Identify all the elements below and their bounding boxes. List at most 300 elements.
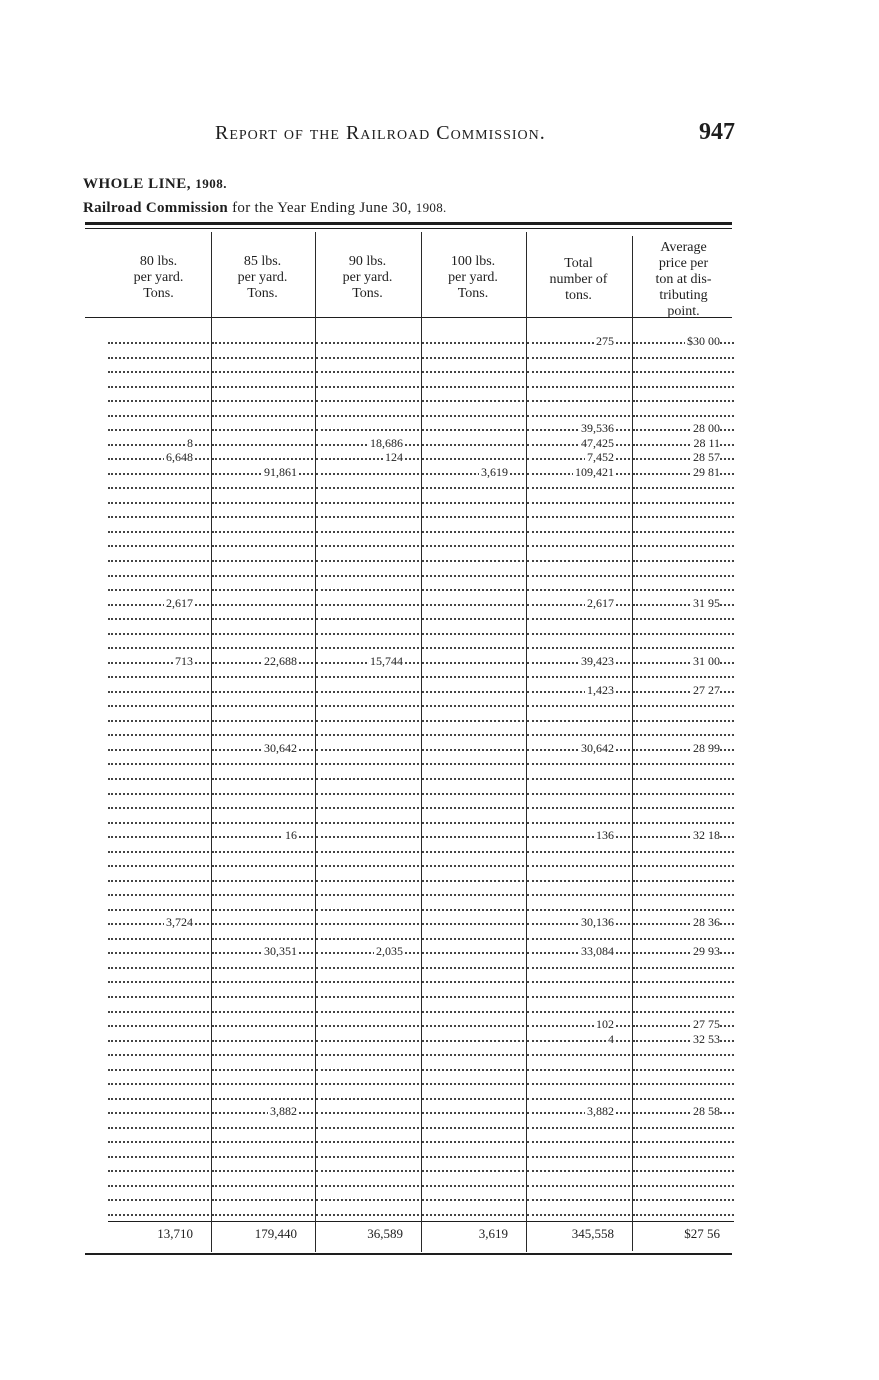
leader-dots bbox=[422, 589, 524, 591]
leader-dots bbox=[633, 938, 734, 940]
leader-dots bbox=[108, 778, 209, 780]
leader-dots bbox=[422, 357, 524, 359]
leader-dots bbox=[108, 473, 209, 475]
leader-dots bbox=[422, 1112, 524, 1114]
leader-dots bbox=[108, 1127, 209, 1129]
leader-dots bbox=[108, 981, 209, 983]
leader-dots bbox=[212, 676, 313, 678]
leader-dots bbox=[108, 923, 209, 925]
column-header-line: per yard. bbox=[448, 270, 498, 285]
leader-dots bbox=[527, 720, 630, 722]
table-caption-bold: Railroad Commission bbox=[83, 200, 229, 216]
leader-dots bbox=[212, 734, 313, 736]
leader-dots bbox=[316, 1083, 419, 1085]
leader-dots bbox=[316, 386, 419, 388]
table-cell: 6,648 bbox=[166, 450, 193, 465]
leader-dots bbox=[316, 400, 419, 402]
column-header-line: per yard. bbox=[342, 270, 393, 285]
leader-dots bbox=[108, 444, 209, 446]
leader-dots bbox=[108, 734, 209, 736]
leader-dots bbox=[422, 1040, 524, 1042]
leader-dots bbox=[316, 633, 419, 635]
leader-dots bbox=[633, 1083, 734, 1085]
leader-dots bbox=[316, 763, 419, 765]
table-cell: 3,882 bbox=[587, 1104, 614, 1119]
leader-dots bbox=[108, 836, 209, 838]
leader-dots bbox=[422, 822, 524, 824]
leader-dots bbox=[316, 1011, 419, 1013]
leader-dots bbox=[527, 1054, 630, 1056]
column-header-line: Average bbox=[660, 240, 707, 255]
leader-dots bbox=[633, 1069, 734, 1071]
leader-dots bbox=[633, 400, 734, 402]
leader-dots bbox=[422, 1083, 524, 1085]
leader-dots bbox=[108, 1069, 209, 1071]
leader-dots bbox=[108, 851, 209, 853]
column-header-line: Tons. bbox=[247, 286, 278, 301]
leader-dots bbox=[212, 923, 313, 925]
leader-dots bbox=[422, 836, 524, 838]
leader-dots bbox=[316, 894, 419, 896]
leader-dots bbox=[527, 836, 630, 838]
column-header bbox=[314, 254, 421, 302]
leader-dots bbox=[422, 996, 524, 998]
leader-dots bbox=[422, 545, 524, 547]
leader-dots bbox=[108, 1025, 209, 1027]
table-cell: 2,617 bbox=[166, 595, 193, 610]
leader-dots bbox=[527, 938, 630, 940]
leader-dots bbox=[527, 604, 630, 606]
leader-dots bbox=[316, 1199, 419, 1201]
leader-dots bbox=[108, 894, 209, 896]
column-header bbox=[525, 256, 632, 304]
table-cell: 27 75 bbox=[693, 1017, 720, 1032]
leader-dots bbox=[316, 415, 419, 417]
leader-dots bbox=[422, 516, 524, 518]
leader-dots bbox=[527, 487, 630, 489]
column-header bbox=[210, 254, 315, 302]
table-caption-text: for the Year Ending June 30, bbox=[232, 200, 412, 216]
leader-dots bbox=[422, 502, 524, 504]
column-header-line: price per bbox=[658, 256, 709, 271]
leader-dots bbox=[633, 981, 734, 983]
leader-dots bbox=[633, 1098, 734, 1100]
leader-dots bbox=[527, 851, 630, 853]
leader-dots bbox=[108, 487, 209, 489]
leader-dots bbox=[527, 633, 630, 635]
leader-dots bbox=[316, 691, 419, 693]
leader-dots bbox=[527, 545, 630, 547]
leader-dots bbox=[212, 560, 313, 562]
leader-dots bbox=[633, 502, 734, 504]
leader-dots bbox=[316, 981, 419, 983]
leader-dots bbox=[633, 633, 734, 635]
table-cell: $30 00 bbox=[687, 334, 720, 348]
leader-dots bbox=[212, 575, 313, 577]
leader-dots bbox=[527, 647, 630, 649]
leader-dots bbox=[422, 691, 524, 693]
leader-dots bbox=[527, 386, 630, 388]
leader-dots bbox=[633, 894, 734, 896]
leader-dots bbox=[422, 1185, 524, 1187]
table-cell: 124 bbox=[385, 450, 403, 465]
leader-dots bbox=[527, 1011, 630, 1013]
leader-dots bbox=[316, 1040, 419, 1042]
leader-dots bbox=[212, 545, 313, 547]
leader-dots bbox=[633, 1011, 734, 1013]
leader-dots bbox=[212, 357, 313, 359]
leader-dots bbox=[108, 545, 209, 547]
leader-dots bbox=[108, 952, 209, 954]
leader-dots bbox=[108, 763, 209, 765]
column-header-line: per yard. bbox=[237, 270, 288, 285]
leader-dots bbox=[316, 531, 419, 533]
leader-dots bbox=[108, 633, 209, 635]
leader-dots bbox=[633, 1127, 734, 1129]
leader-dots bbox=[212, 502, 313, 504]
leader-dots bbox=[422, 487, 524, 489]
leader-dots bbox=[316, 589, 419, 591]
leader-dots bbox=[633, 1185, 734, 1187]
leader-dots bbox=[633, 778, 734, 780]
leader-dots bbox=[527, 618, 630, 620]
leader-dots bbox=[527, 909, 630, 911]
leader-dots bbox=[316, 429, 419, 431]
leader-dots bbox=[422, 749, 524, 751]
column-header-line: per yard. bbox=[133, 270, 184, 285]
leader-dots bbox=[527, 1127, 630, 1129]
leader-dots bbox=[212, 444, 313, 446]
top-rule-thick bbox=[85, 222, 732, 225]
leader-dots bbox=[316, 880, 419, 882]
leader-dots bbox=[527, 865, 630, 867]
leader-dots bbox=[422, 1214, 524, 1216]
leader-dots bbox=[316, 1112, 419, 1114]
total-cell: 13,710 bbox=[157, 1226, 193, 1241]
running-head-title: Report of the Railroad Commission. bbox=[215, 122, 546, 144]
column-header-line: Total bbox=[564, 256, 593, 271]
leader-dots bbox=[316, 502, 419, 504]
leader-dots bbox=[633, 545, 734, 547]
column-header-line: number of bbox=[549, 272, 608, 287]
leader-dots bbox=[527, 705, 630, 707]
column-header-line: 100 lbs. bbox=[450, 254, 496, 269]
leader-dots bbox=[316, 938, 419, 940]
leader-dots bbox=[422, 880, 524, 882]
leader-dots bbox=[108, 1141, 209, 1143]
leader-dots bbox=[108, 458, 209, 460]
table-cell: 39,536 bbox=[581, 421, 614, 436]
leader-dots bbox=[316, 923, 419, 925]
leader-dots bbox=[316, 357, 419, 359]
leader-dots bbox=[422, 1011, 524, 1013]
leader-dots bbox=[316, 545, 419, 547]
leader-dots bbox=[316, 749, 419, 751]
leader-dots bbox=[212, 763, 313, 765]
leader-dots bbox=[108, 865, 209, 867]
leader-dots bbox=[316, 1054, 419, 1056]
leader-dots bbox=[212, 851, 313, 853]
leader-dots bbox=[633, 371, 734, 373]
leader-dots bbox=[212, 1199, 313, 1201]
table-cell: 91,861 bbox=[264, 464, 297, 479]
leader-dots bbox=[316, 865, 419, 867]
table-cell: 32 53 bbox=[693, 1031, 720, 1046]
leader-dots bbox=[527, 1141, 630, 1143]
leader-dots bbox=[108, 1185, 209, 1187]
leader-dots bbox=[316, 342, 419, 344]
leader-dots bbox=[527, 822, 630, 824]
leader-dots bbox=[108, 1112, 209, 1114]
table-caption bbox=[83, 200, 447, 217]
table-cell: 30,642 bbox=[581, 740, 614, 755]
leader-dots bbox=[422, 676, 524, 678]
leader-dots bbox=[422, 1156, 524, 1158]
leader-dots bbox=[316, 952, 419, 954]
leader-dots bbox=[527, 1098, 630, 1100]
table-cell: 2,617 bbox=[587, 595, 614, 610]
leader-dots bbox=[316, 618, 419, 620]
leader-dots bbox=[108, 909, 209, 911]
leader-dots bbox=[108, 793, 209, 795]
leader-dots bbox=[633, 1199, 734, 1201]
table-cell: 1,423 bbox=[587, 682, 614, 697]
leader-dots bbox=[108, 1083, 209, 1085]
leader-dots bbox=[108, 822, 209, 824]
leader-dots bbox=[633, 807, 734, 809]
leader-dots bbox=[212, 589, 313, 591]
leader-dots bbox=[527, 880, 630, 882]
leader-dots bbox=[422, 1098, 524, 1100]
leader-dots bbox=[422, 705, 524, 707]
leader-dots bbox=[422, 342, 524, 344]
leader-dots bbox=[316, 1156, 419, 1158]
leader-dots bbox=[422, 1127, 524, 1129]
leader-dots bbox=[316, 720, 419, 722]
leader-dots bbox=[108, 647, 209, 649]
leader-dots bbox=[212, 1185, 313, 1187]
leader-dots bbox=[212, 691, 313, 693]
leader-dots bbox=[212, 705, 313, 707]
section-heading-year: 1908. bbox=[195, 176, 228, 191]
leader-dots bbox=[108, 996, 209, 998]
leader-dots bbox=[316, 793, 419, 795]
table-cell: 31 95 bbox=[693, 595, 720, 610]
leader-dots bbox=[108, 691, 209, 693]
leader-dots bbox=[633, 676, 734, 678]
leader-dots bbox=[212, 996, 313, 998]
leader-dots bbox=[527, 371, 630, 373]
leader-dots bbox=[212, 1170, 313, 1172]
leader-dots bbox=[527, 996, 630, 998]
total-cell: 36,589 bbox=[367, 1226, 403, 1241]
leader-dots bbox=[422, 560, 524, 562]
leader-dots bbox=[422, 1199, 524, 1201]
leader-dots bbox=[212, 778, 313, 780]
leader-dots bbox=[212, 604, 313, 606]
leader-dots bbox=[108, 1199, 209, 1201]
leader-dots bbox=[422, 851, 524, 853]
leader-dots bbox=[527, 400, 630, 402]
leader-dots bbox=[633, 531, 734, 533]
leader-dots bbox=[527, 1199, 630, 1201]
leader-dots bbox=[212, 633, 313, 635]
leader-dots bbox=[422, 1069, 524, 1071]
leader-dots bbox=[316, 851, 419, 853]
column-header-line: tons. bbox=[565, 288, 592, 303]
leader-dots bbox=[212, 516, 313, 518]
leader-dots bbox=[633, 880, 734, 882]
leader-dots bbox=[422, 778, 524, 780]
table-cell: 275 bbox=[596, 334, 614, 348]
leader-dots bbox=[108, 720, 209, 722]
leader-dots bbox=[527, 1185, 630, 1187]
leader-dots bbox=[422, 909, 524, 911]
table-cell: 18,686 bbox=[370, 435, 403, 450]
leader-dots bbox=[527, 1069, 630, 1071]
leader-dots bbox=[316, 705, 419, 707]
total-cell: 345,558 bbox=[571, 1226, 614, 1241]
leader-dots bbox=[212, 1083, 313, 1085]
bottom-rule bbox=[85, 1253, 732, 1255]
leader-dots bbox=[108, 400, 209, 402]
leader-dots bbox=[212, 429, 313, 431]
leader-dots bbox=[316, 1170, 419, 1172]
leader-dots bbox=[633, 909, 734, 911]
leader-dots bbox=[316, 473, 419, 475]
leader-dots bbox=[316, 807, 419, 809]
leader-dots bbox=[212, 386, 313, 388]
table-cell: 3,619 bbox=[481, 464, 508, 479]
leader-dots bbox=[422, 647, 524, 649]
column-header bbox=[631, 240, 736, 320]
leader-dots bbox=[212, 458, 313, 460]
table-cell: 28 99 bbox=[693, 740, 720, 755]
leader-dots bbox=[422, 923, 524, 925]
total-cell: $27 56 bbox=[684, 1226, 720, 1241]
table-cell: 3,882 bbox=[270, 1104, 297, 1119]
leader-dots bbox=[108, 807, 209, 809]
table-cell: 28 57 bbox=[693, 450, 720, 465]
leader-dots bbox=[108, 1214, 209, 1216]
leader-dots bbox=[422, 793, 524, 795]
table-cell: 39,423 bbox=[581, 653, 614, 668]
table-cell: 102 bbox=[596, 1017, 614, 1032]
leader-dots bbox=[527, 793, 630, 795]
leader-dots bbox=[316, 836, 419, 838]
leader-dots bbox=[527, 1040, 630, 1042]
leader-dots bbox=[316, 560, 419, 562]
leader-dots bbox=[316, 1127, 419, 1129]
leader-dots bbox=[422, 1025, 524, 1027]
leader-dots bbox=[212, 1112, 313, 1114]
leader-dots bbox=[633, 865, 734, 867]
leader-dots bbox=[212, 807, 313, 809]
leader-dots bbox=[422, 444, 524, 446]
leader-dots bbox=[212, 487, 313, 489]
leader-dots bbox=[422, 575, 524, 577]
leader-dots bbox=[422, 400, 524, 402]
leader-dots bbox=[316, 371, 419, 373]
leader-dots bbox=[316, 1141, 419, 1143]
leader-dots bbox=[108, 967, 209, 969]
leader-dots bbox=[108, 429, 209, 431]
leader-dots bbox=[422, 429, 524, 431]
column-header-line: point. bbox=[667, 304, 700, 319]
leader-dots bbox=[108, 880, 209, 882]
leader-dots bbox=[212, 618, 313, 620]
leader-dots bbox=[527, 415, 630, 417]
leader-dots bbox=[633, 560, 734, 562]
column-header-line: Tons. bbox=[457, 286, 489, 301]
leader-dots bbox=[422, 1141, 524, 1143]
leader-dots bbox=[108, 589, 209, 591]
table-cell: 136 bbox=[596, 828, 614, 843]
leader-dots bbox=[633, 415, 734, 417]
leader-dots bbox=[633, 720, 734, 722]
table-cell: 28 58 bbox=[693, 1104, 720, 1119]
leader-dots bbox=[527, 1083, 630, 1085]
leader-dots bbox=[316, 1098, 419, 1100]
leader-dots bbox=[422, 1054, 524, 1056]
leader-dots bbox=[212, 647, 313, 649]
leader-dots bbox=[527, 560, 630, 562]
leader-dots bbox=[527, 1170, 630, 1172]
column-header-line: tributing bbox=[659, 288, 708, 303]
table-cell: 109,421 bbox=[575, 464, 614, 479]
table-cell: 3,724 bbox=[166, 915, 193, 930]
total-cell: 179,440 bbox=[254, 1226, 297, 1241]
leader-dots bbox=[633, 1156, 734, 1158]
total-cell: 3,619 bbox=[478, 1226, 508, 1241]
leader-dots bbox=[422, 720, 524, 722]
leader-dots bbox=[527, 981, 630, 983]
leader-dots bbox=[422, 807, 524, 809]
leader-dots bbox=[212, 1011, 313, 1013]
leader-dots bbox=[422, 386, 524, 388]
table-cell: 33,084 bbox=[581, 944, 614, 959]
leader-dots bbox=[633, 822, 734, 824]
leader-dots bbox=[212, 531, 313, 533]
table-cell: 16 bbox=[285, 828, 297, 843]
leader-dots bbox=[212, 981, 313, 983]
leader-dots bbox=[422, 938, 524, 940]
leader-dots bbox=[527, 458, 630, 460]
leader-dots bbox=[108, 1156, 209, 1158]
section-heading bbox=[83, 176, 227, 193]
leader-dots bbox=[108, 662, 209, 664]
leader-dots bbox=[527, 516, 630, 518]
leader-dots bbox=[316, 822, 419, 824]
table-cell: 32 18 bbox=[693, 828, 720, 843]
leader-dots bbox=[633, 487, 734, 489]
leader-dots bbox=[633, 763, 734, 765]
leader-dots bbox=[212, 1069, 313, 1071]
leader-dots bbox=[316, 487, 419, 489]
column-header-line: 85 lbs. bbox=[243, 254, 282, 269]
leader-dots bbox=[212, 1214, 313, 1216]
table-cell: 22,688 bbox=[264, 653, 297, 668]
leader-dots bbox=[527, 531, 630, 533]
leader-dots bbox=[108, 575, 209, 577]
leader-dots bbox=[212, 894, 313, 896]
leader-dots bbox=[527, 734, 630, 736]
leader-dots bbox=[212, 1040, 313, 1042]
leader-dots bbox=[633, 575, 734, 577]
leader-dots bbox=[316, 1025, 419, 1027]
leader-dots bbox=[212, 371, 313, 373]
leader-dots bbox=[108, 386, 209, 388]
